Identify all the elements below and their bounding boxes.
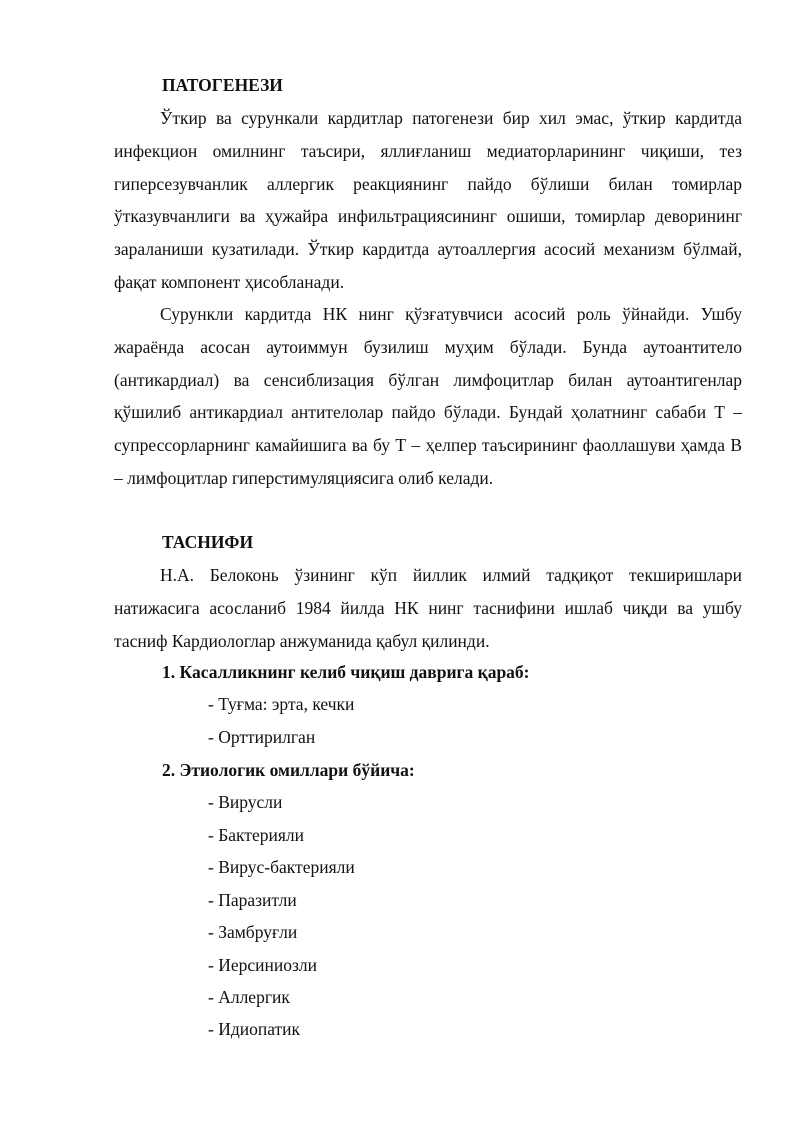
list-item: - Вирус-бактерияли [208,857,355,877]
list-item: - Орттирилган [208,727,316,747]
list-item: - Иерсиниозли [208,955,317,975]
list-item: - Паразитли [208,890,297,910]
list-item: - Аллергик [208,987,290,1007]
list-item: - Идиопатик [208,1019,301,1039]
section-heading-pathogenesis: ПАТОГЕНЕЗИ [162,75,283,95]
paragraph-classification-1: Н.А. Белоконь ўзининг кўп йиллик илмий тадқиқот текширишлари натижасига асосланиб 1984 йилда НК нинг таснифини ишлаб чиқди ва ушбу тасниф Кардиологлар анжуманида қабул қилинди. [114,565,742,651]
list-item: - Вирусли [208,792,283,812]
paragraph-pathogenesis-2: Сурункли кардитда НК нинг қўзғатувчиси асосий роль ўйнайди. Ушбу жараёнда асосан аутоиммун бузилиш муҳим бўлади. Бунда аутоантитело (антикардиал) ва сенсиблизация бўлган лимфоцитлар билан аутоантигенлар қўшилиб антикардиал антителолар пайдо бўлади. Бундай ҳолатнинг сабаби Т – супрессорларнинг камайишига ва бу Т – ҳелпер таъсирининг фаоллашуви ҳамда В – лимфоцитлар гиперстимуляциясига олиб келади. [114,304,742,488]
group-title-origin: 1. Касалликнинг келиб чиқиш даврига қараб: [162,662,530,682]
paragraph-pathogenesis-1: Ўткир ва сурункали кардитлар патогенези бир хил эмас, ўткир кардитда инфекцион омилнинг таъсири, яллиғланиш медиаторларининг чиқиши, тез гиперсезувчанлик аллергик реакциянинг пайдо бўлиши билан томирлар ўтказувчанлиги ва ҳужайра инфильтрациясининг ошиши, томирлар деворининг зараланиши кузатилади. Ўткир кардитда аутоаллергия асосий механизм бўлмай, фақат компонент ҳисобланади. [114,108,742,292]
group-title-etiology: 2. Этиологик омиллари бўйича: [162,760,415,780]
list-item: - Бактерияли [208,825,304,845]
section-heading-classification: ТАСНИФИ [162,532,254,552]
list-item: - Замбруғли [208,922,298,942]
list-item: - Туғма: эрта, кечки [208,694,355,714]
